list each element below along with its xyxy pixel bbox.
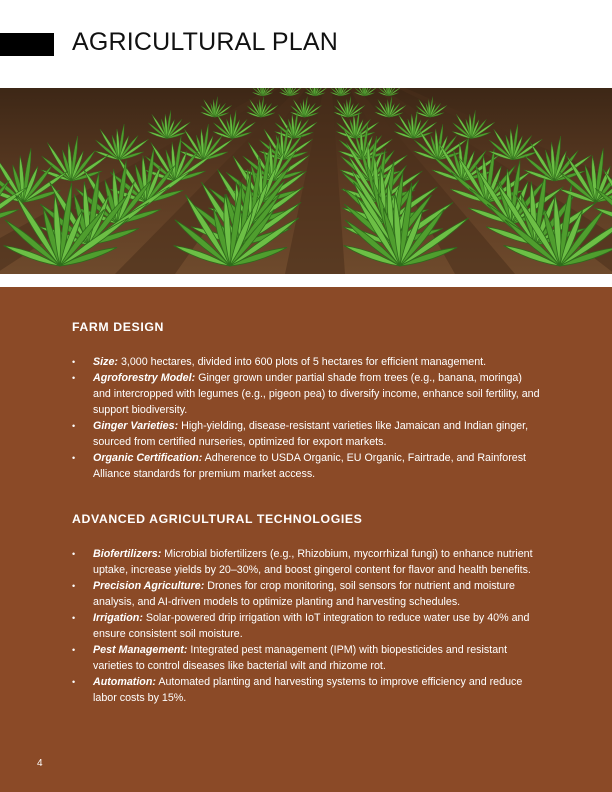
list-item: • Agroforestry Model: Ginger grown under partial shade from trees (e.g., banana, moringa) and intercropped with legumes (e.g., pigeon pea) to diversify income, enhance soil fertility, and support biodiversity. [72, 372, 540, 416]
farm-design-section [72, 320, 542, 482]
list-item: • Precision Agriculture: Drones for crop monitoring, soil sensors for nutrient and moisture analysis, and AI-driven models to optimize planting and harvesting schedules. [72, 580, 515, 608]
list-item: • Size: 3,000 hectares, divided into 600 plots of 5 hectares for efficient management. [72, 356, 487, 368]
bullet-icon: • [72, 581, 76, 591]
bullet-icon: • [72, 357, 76, 367]
technologies-list [72, 546, 542, 706]
bullet-icon: • [72, 645, 76, 655]
technologies-section [72, 512, 542, 706]
list-item: • Irrigation: Solar-powered drip irrigation with IoT integration to reduce water use by 40% and ensure consistent soil moisture. [72, 612, 530, 640]
bullet-icon: • [72, 549, 76, 559]
page-title: AGRICULTURAL PLAN [72, 28, 338, 56]
hero-image [0, 88, 612, 274]
crop-field-photo [0, 88, 612, 274]
section-heading: ADVANCED AGRICULTURAL TECHNOLOGIES [72, 512, 363, 526]
list-item: • Pest Management: Integrated pest management (IPM) with biopesticides and resistant varieties to control diseases like bacterial wilt and rhizome rot. [72, 644, 508, 672]
bullet-icon: • [72, 613, 76, 623]
list-item: • Biofertilizers: Microbial biofertilizers (e.g., Rhizobium, mycorrhizal fungi) to enhance nutrient uptake, increase yields by 20–30%, and boost gingerol content for flavor and health benefits. [72, 548, 533, 576]
bullet-icon: • [72, 453, 76, 463]
section-heading: FARM DESIGN [72, 320, 164, 334]
bullet-icon: • [72, 421, 76, 431]
bullet-icon: • [72, 373, 76, 383]
header-accent-bar [0, 33, 54, 56]
page-number: 4 [37, 758, 43, 769]
list-item: • Automation: Automated planting and harvesting systems to improve efficiency and reduce labor costs by 15%. [72, 676, 523, 704]
farm-design-list [72, 354, 542, 482]
list-item: • Organic Certification: Adherence to USDA Organic, EU Organic, Fairtrade, and Rainforest Alliance standards for premium market access. [72, 452, 527, 480]
bullet-icon: • [72, 677, 76, 687]
list-item: • Ginger Varieties: High-yielding, disease-resistant varieties like Jamaican and Indian ginger, sourced from certified nurseries, optimized for export markets. [72, 420, 529, 448]
